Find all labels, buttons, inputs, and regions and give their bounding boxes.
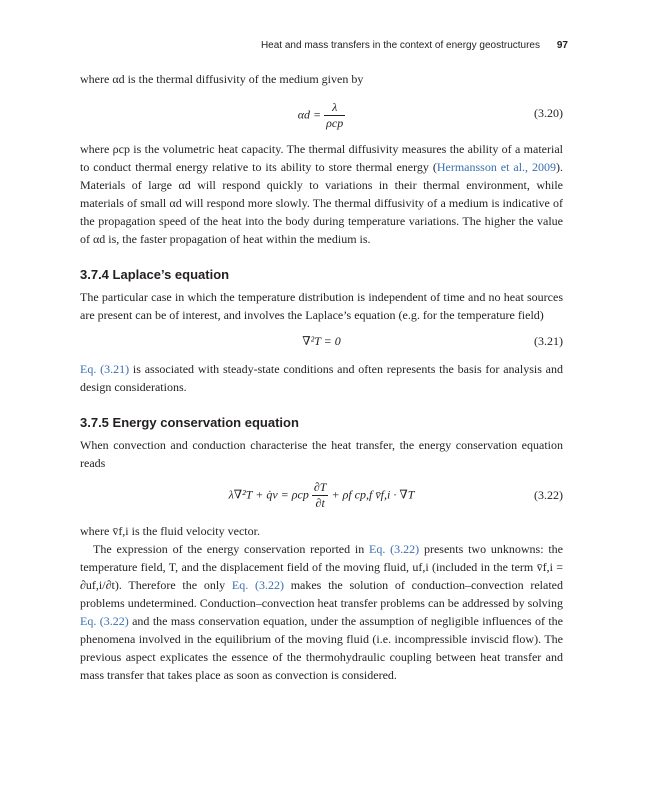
section-heading-3-7-4: 3.7.4 Laplace’s equation	[80, 267, 230, 282]
section-heading-3-7-5: 3.7.5 Energy conservation equation	[80, 415, 299, 430]
equation-3-21-body: ∇²T = 0	[302, 334, 341, 348]
paragraph-velocity-vector: where v̄f,i is the fluid velocity vector.	[80, 524, 260, 538]
paragraph-laplace: The particular case in which the temperature distribution is independent of time and no heat sources are present can be of interest, and involves the Laplace’s equation (e.g. for the temperature field)	[80, 290, 563, 322]
equation-3-20	[80, 96, 563, 130]
running-header	[80, 40, 568, 56]
equation-3-20-lhs: αd =	[297, 107, 322, 122]
equation-3-20-fraction	[324, 100, 345, 131]
equation-3-22-fraction	[312, 480, 329, 511]
paragraph-energy-conservation-discussion: The expression of the energy conservation reported in Eq. (3.22) presents two unknowns: the temperature field, T, and the displacement field of the moving fluid, uf,i (included in the term v̄f,i = ∂uf,i/∂t). Therefore the only Eq. (3.22) makes the solution of conduction–convection related problems undetermined. Conduction–convection heat transfer problems can be addressed by solving Eq. (3.22) and the mass conservation equation, under the assumption of negligible influences of the phenomena involved in the equilibrium of the moving fluid (i.e. incompressible inviscid flow). The previous aspect explicates the essence of the thermohydraulic coupling between heat transfer and mass transfer that takes place as soon as convection is considered.	[80, 542, 563, 682]
equation-3-20-number: (3.20)	[534, 106, 563, 120]
equation-3-22-lhs: λ∇²T + q̇v = ρcp	[228, 487, 309, 502]
equation-3-21	[80, 332, 563, 350]
paragraph-energy-conservation-intro: When convection and conduction characterise the heat transfer, the energy conservation equation reads	[80, 438, 563, 470]
page-number: 97	[556, 40, 568, 51]
paragraph-steady-state: Eq. (3.21) is associated with steady-state conditions and often represents the basis for analysis and design considerations.	[80, 362, 563, 394]
equation-3-22	[80, 478, 563, 514]
running-title: Heat and mass transfers in the context of energy geostructures	[260, 40, 540, 51]
equation-ref-3-22[interactable]: Eq. (3.22)	[231, 578, 284, 592]
equation-3-20-numerator: λ	[324, 100, 345, 116]
equation-3-20-denominator: ρcp	[326, 116, 344, 130]
equation-ref-3-22[interactable]: Eq. (3.22)	[369, 542, 420, 556]
equation-3-21-number: (3.21)	[534, 334, 563, 348]
equation-3-22-numerator: ∂T	[313, 480, 327, 494]
citation-hermansson-2009[interactable]: Hermansson et al., 2009	[436, 160, 556, 174]
equation-3-22-number: (3.22)	[534, 488, 563, 502]
equation-ref-3-21[interactable]: Eq. (3.21)	[80, 362, 130, 376]
equation-ref-3-22[interactable]: Eq. (3.22)	[80, 614, 129, 628]
equation-3-22-rhs: + ρf cp,f v̄f,i · ∇T	[331, 487, 415, 502]
paragraph-thermal-diffusivity: where ρcp is the volumetric heat capacity. The thermal diffusivity measures the ability of a material to conduct thermal energy relative to its ability to store thermal energy (Hermansson et al., 2009). Materials of large αd will respond quickly to variations in their thermal environment, while materials of small αd will respond more slowly. The thermal diffusivity of a medium is indicative of the propagation speed of the heat into the body during temperature variations. The higher the value of αd is, the faster propagation of heat within the medium is.	[80, 142, 563, 246]
paragraph-diffusivity-intro: where αd is the thermal diffusivity of the medium given by	[80, 72, 364, 86]
page-body	[80, 70, 563, 684]
equation-3-22-denominator: ∂t	[315, 496, 325, 510]
